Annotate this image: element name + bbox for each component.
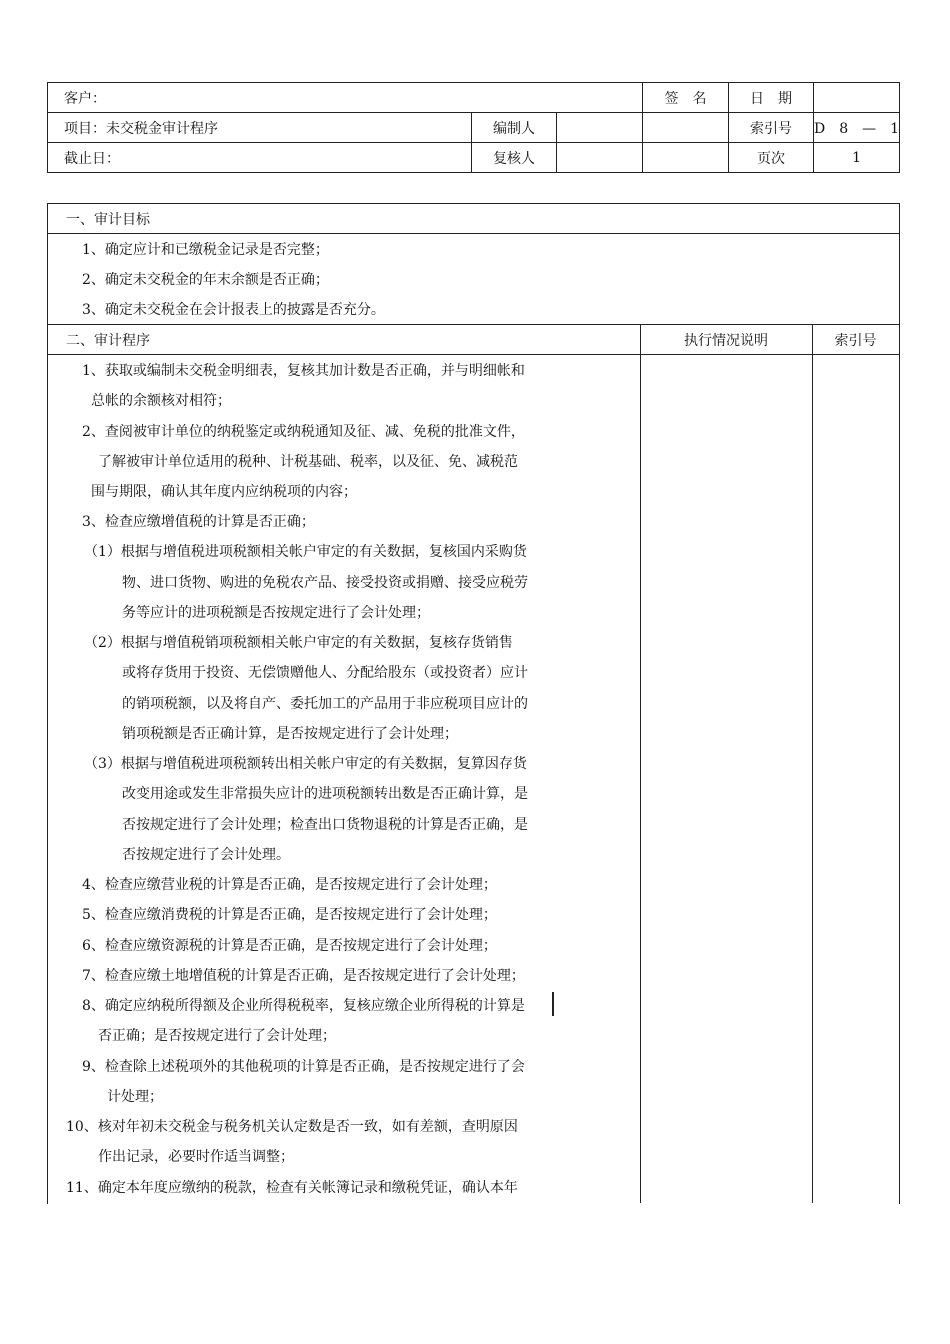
procedure-line: 7、检查应缴土地增值税的计算是否正确，是否按规定进行了会计处理；: [82, 968, 525, 984]
header-table: [47, 82, 900, 173]
procedures-title: 二、审计程序: [66, 333, 150, 349]
procedure-line: 否正确；是否按规定进行了会计处理；: [98, 1028, 336, 1044]
header-row-project: [48, 113, 900, 143]
procedure-line: （2）根据与增值税销项税额相关帐户审定的有关数据，复核存货销售: [84, 635, 513, 651]
procedure-line: 总帐的余额核对相符；: [91, 393, 231, 409]
procedure-line: 5、检查应缴消费税的计算是否正确，是否按规定进行了会计处理；: [82, 907, 497, 923]
procedure-line: 围与期限，确认其年度内应纳税项的内容；: [91, 484, 357, 500]
procedure-line: 物、进口货物、购进的免税农产品、接受投资或捐赠、接受应税劳: [122, 575, 528, 591]
page-value: 1: [814, 143, 900, 173]
procedure-line: 否按规定进行了会计处理。: [122, 847, 290, 863]
preparer-label: 编制人: [472, 113, 557, 143]
procedure-line: 8、确定应纳税所得额及企业所得税税率，复核应缴企业所得税的计算是: [82, 998, 525, 1014]
procedure-line: 否按规定进行了会计处理；检查出口货物退税的计算是否正确，是: [122, 817, 528, 833]
divider: [47, 233, 899, 234]
procedure-line: 销项税额是否正确计算，是否按规定进行了会计处理；: [122, 726, 458, 742]
preparer-sign-cell[interactable]: [557, 113, 643, 143]
reviewer-sign-cell[interactable]: [557, 143, 643, 173]
procedure-line: 4、检查应缴营业税的计算是否正确，是否按规定进行了会计处理；: [82, 877, 497, 893]
procedure-line: 改变用途或发生非常损失应计的进项税额转出数是否正确计算，是: [122, 786, 528, 802]
procedure-line: 的销项税额，以及将自产、委托加工的产品用于非应税项目应计的: [122, 696, 528, 712]
page-label: 页次: [729, 143, 814, 173]
execution-column-header: 执行情况说明: [684, 333, 768, 349]
reviewer-label: 复核人: [472, 143, 557, 173]
index-column-header: 索引号: [834, 333, 877, 349]
procedure-line: 计处理；: [107, 1089, 163, 1105]
procedure-line: 9、检查除上述税项外的其他税项的计算是否正确，是否按规定进行了会: [82, 1059, 525, 1075]
objective-item: 3、确定未交税金在会计报表上的披露是否充分。: [82, 302, 385, 318]
text-cursor: [552, 992, 554, 1016]
divider: [47, 324, 899, 325]
procedure-line: （1）根据与增值税进项税额相关帐户审定的有关数据，复核国内采购货: [84, 544, 527, 560]
index-value: D 8 — 1: [814, 113, 900, 143]
sign-label: 签 名: [643, 83, 729, 113]
reviewer-date-cell[interactable]: [643, 143, 729, 173]
objective-item: 1、确定应计和已缴税金记录是否完整；: [82, 242, 329, 258]
procedure-line: 了解被审计单位适用的税种、计税基础、税率，以及征、免、减税范: [98, 454, 518, 470]
procedure-line: 作出记录，必要时作适当调整；: [98, 1149, 294, 1165]
procedure-line: 10、核对年初未交税金与税务机关认定数是否一致，如有差额，查明原因: [66, 1119, 518, 1135]
header-row-cutoff: [48, 143, 900, 173]
procedure-line: 3、检查应缴增值税的计算是否正确；: [82, 514, 315, 530]
cutoff-label: 截止日：: [48, 143, 472, 173]
procedure-line: 2、查阅被审计单位的纳税鉴定或纳税通知及征、减、免税的批准文件，: [82, 424, 525, 440]
procedure-line: 11、确定本年度应缴纳的税款，检查有关帐簿记录和缴税凭证，确认本年: [66, 1180, 518, 1196]
procedure-line: 务等应计的进项税额是否按规定进行了会计处理；: [122, 605, 430, 621]
date-label: 日 期: [729, 83, 814, 113]
procedure-line: 6、检查应缴资源税的计算是否正确，是否按规定进行了会计处理；: [82, 938, 497, 954]
index-label: 索引号: [729, 113, 814, 143]
project-label: 项目：未交税金审计程序: [48, 113, 472, 143]
procedure-line: 或将存货用于投资、无偿馈赠他人、分配给股东（或投资者）应计: [122, 665, 528, 681]
divider: [47, 354, 899, 355]
blank-cell: [814, 83, 900, 113]
objectives-title: 一、审计目标: [66, 212, 150, 228]
column-divider: [812, 324, 813, 1203]
objective-item: 2、确定未交税金的年末余额是否正确；: [82, 272, 329, 288]
header-row-client: [48, 83, 900, 113]
client-label: 客户：: [48, 83, 643, 113]
column-divider: [640, 324, 641, 1203]
procedure-line: 1、获取或编制未交税金明细表，复核其加计数是否正确，并与明细帐和: [82, 363, 525, 379]
preparer-date-cell[interactable]: [643, 113, 729, 143]
procedure-line: （3）根据与增值税进项税额转出相关帐户审定的有关数据，复算因存货: [84, 756, 527, 772]
